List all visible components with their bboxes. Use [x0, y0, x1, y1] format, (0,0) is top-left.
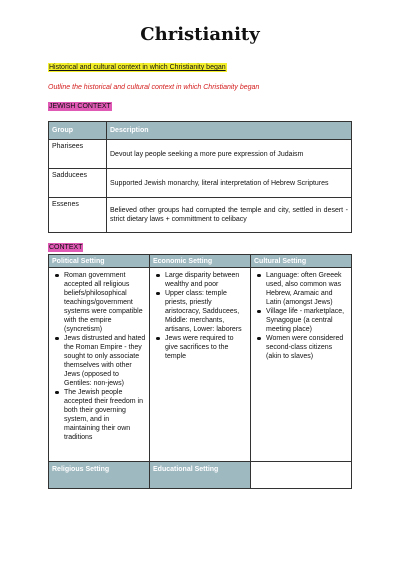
table-row	[49, 198, 352, 233]
group-cell: Sadducees	[49, 169, 107, 198]
column-header: Economic Setting	[150, 255, 251, 268]
list-item: Women were considered second-class citizens (akin to slaves)	[266, 334, 348, 361]
economic-setting-cell	[150, 268, 251, 462]
jewish-context-label: JEWISH CONTEXT	[49, 103, 111, 110]
outline-instruction: Outline the historical and cultural context in which Christianity began	[48, 84, 260, 91]
table-row	[49, 169, 352, 198]
column-header: Educational Setting	[150, 462, 251, 489]
table-header-row	[49, 255, 352, 268]
list-item: Large disparity between wealthy and poor	[165, 271, 247, 289]
list-item: Jews distrusted and hated the Roman Empire - they sought to only associate themselves with other Jews (opposed to Gentiles: non-jews)	[64, 335, 146, 387]
description-cell: Believed other groups had corrupted the temple and city, settled in desert - strict dietary laws + committment to celibacy	[107, 198, 352, 233]
description-cell: Supported Jewish monarchy, literal interpretation of Hebrew Scriptures	[107, 169, 352, 198]
group-cell: Essenes	[49, 198, 107, 233]
list-item: Roman government accepted all religious beliefs/philosophical teachings/government systems were compatible with the empire (syncretism)	[64, 271, 146, 334]
cultural-list	[254, 271, 348, 361]
list-item: Village life - marketplace, Synagogue (a central meeting place)	[266, 307, 348, 334]
context-table	[48, 254, 352, 489]
table-row	[49, 268, 352, 462]
table-header-row	[49, 462, 352, 489]
column-header: Religious Setting	[49, 462, 150, 489]
political-setting-cell	[49, 268, 150, 462]
description-cell: Devout lay people seeking a more pure expression of Judaism	[107, 140, 352, 169]
group-cell: Pharisees	[49, 140, 107, 169]
economic-list	[153, 271, 247, 361]
table-row	[49, 140, 352, 169]
column-header: Cultural Setting	[251, 255, 352, 268]
list-item: The Jewish people accepted their freedom in both their governing system, and in maintaining their own traditions	[64, 388, 146, 442]
column-header: Group	[49, 122, 107, 140]
jewish-context-table	[48, 121, 352, 233]
empty-cell	[251, 462, 352, 489]
highlighted-heading: Historical and cultural context in which Christianity began	[49, 64, 226, 71]
page-title: Christianity	[140, 24, 260, 45]
list-item: Jews were required to give sacrifices to the temple	[165, 334, 247, 361]
list-item: Language: often Greeek used, also common was Hebrew, Aramaic and Latin (amongst Jews)	[266, 271, 348, 307]
political-list	[52, 271, 146, 442]
context-label: CONTEXT	[49, 244, 83, 251]
cultural-setting-cell	[251, 268, 352, 462]
table-header-row	[49, 122, 352, 140]
list-item: Upper class: temple priests, priestly aristocracy, Sadducees, Middle: merchants, artisans, Lower: laborers	[165, 289, 247, 334]
column-header: Political Setting	[49, 255, 150, 268]
column-header: Description	[107, 122, 352, 140]
